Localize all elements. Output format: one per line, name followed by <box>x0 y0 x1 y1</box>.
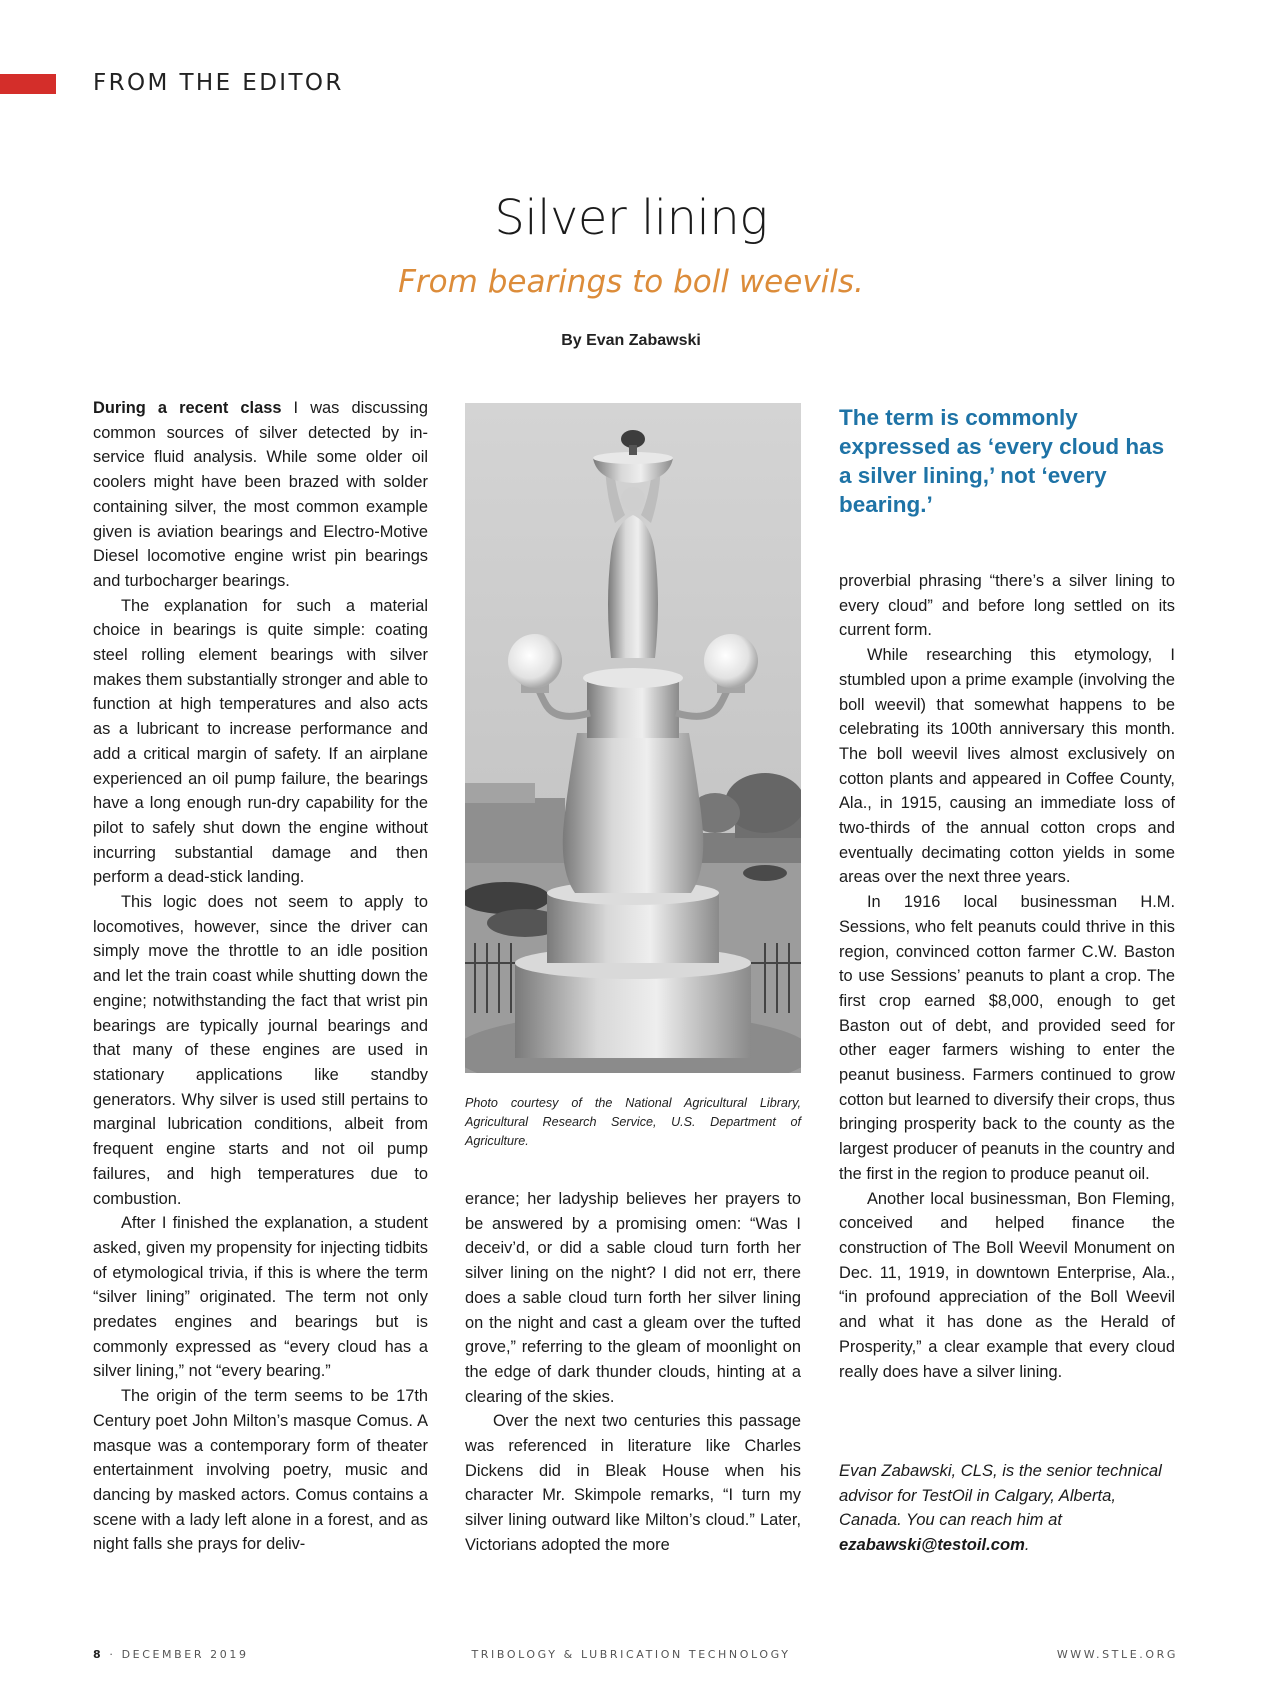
paragraph-text: I was discussing common sources of silver detected by in-service fluid analysis. While some older oil coolers might have been brazed with solder containing silver, the most common example given is aviation bearings and Electro-Motive Diesel locomotive engine wrist pin bearings and turbocharger bearings. <box>93 399 428 590</box>
paragraph: The origin of the term seems to be 17th Century poet John Milton’s masque Comus. A masque was a contemporary form of theater entertainment involving poetry, music and dancing by masked actors. Comus contains a scene with a lady left alone in a forest, and as night falls she prays for deliv- <box>93 1387 428 1554</box>
paragraph: proverbial phrasing “there’s a silver lining to every cloud” and before long settled on its current form. <box>839 572 1175 640</box>
section-label: FROM THE EDITOR <box>93 70 344 96</box>
page-number: 8 <box>93 1648 104 1661</box>
pull-quote: The term is commonly expressed as ‘every cloud has a silver lining,’ not ‘every bearing.’ <box>839 405 1165 517</box>
byline: By Evan Zabawski <box>561 332 701 349</box>
paragraph: The explanation for such a material choice in bearings is quite simple: coating steel rolling element bearings with silver makes them substantially stronger and able to function at high temperatures and also acts as a lubricant to increase performance and add a critical margin of safety. If an airplane experienced an oil pump failure, the bearings have a long enough run-dry capability for the pilot to safely shut down the engine without incurring substantial damage and then perform a dead-stick landing. <box>93 596 428 887</box>
author-email-link[interactable]: ezabawski@testoil.com <box>839 1534 1025 1554</box>
paragraph: Over the next two centuries this passage was referenced in literature like Charles Dickens did in Bleak House when his character Mr. Skimpole remarks, “I turn my silver lining outward like Milton’s cloud.” Later, Victorians adopted the more <box>465 1412 801 1554</box>
author-bio <box>839 1459 1175 1557</box>
section-marker <box>0 74 56 94</box>
issue-date: DECEMBER 2019 <box>121 1648 249 1661</box>
article-subtitle: From bearings to boll weevils. <box>398 264 864 300</box>
paragraph: Another local businessman, Bon Fleming, conceived and helped finance the construction of The Boll Weevil Monument on Dec. 11, 1919, in downtown Enterprise, Ala., “in profound appreciation of the Boll Weevil and what it has done as the Herald of Prosperity,” a clear example that every cloud really does have a silver lining. <box>839 1189 1175 1381</box>
paragraph: This logic does not seem to apply to locomotives, however, since the driver can simply move the throttle to an idle position and let the train coast while shutting down the engine; notwithstanding the fact that wrist pin bearings are typically journal bearings and that many of these engines are used in stationary applications like standby generators. Why silver is used still pertains to marginal lubrication conditions, albeit from frequent engine starts and not oil pump failures, and high temperatures due to combustion. <box>93 893 428 1208</box>
paragraph: After I finished the explanation, a student asked, given my propensity for injecting tidbits of etymological trivia, if this is where the term “silver lining” originated. The term not only predates engines and bearings but is commonly expressed as “every cloud has a silver lining,” not “every bearing.” <box>93 1214 428 1381</box>
bio-period: . <box>1024 1534 1030 1554</box>
article-title: Silver lining <box>494 190 768 246</box>
paragraph: In 1916 local businessman H.M. Sessions, who felt peanuts could thrive in this region, convinced cotton farmer C.W. Baston to use Sessions’ peanuts to plant a crop. The first crop earned $8,000, enough to get Baston out of debt, and provided seed for other eager farmers wishing to enter the peanut business. Farmers continued to grow cotton but learned to diversify their crops, thus bringing prosperity back to the county as the largest producer of peanuts in the country and the first in the region to produce peanut oil. <box>839 893 1175 1183</box>
footer-separator: · <box>109 1648 116 1661</box>
paragraph: erance; her ladyship believes her prayers to be answered by a promising omen: “Was I deceiv’d, or did a sable cloud turn forth her silver lining on the night? I did not err, there does a sable cloud turn forth her silver lining on the night and cast a gleam over the tufted grove,” referring to the gleam of moonlight on the edge of dark thunder clouds, hinting at a clearing of the skies. <box>465 1190 801 1406</box>
lead-in: During a recent class <box>93 399 282 417</box>
author-bio-text: Evan Zabawski, CLS, is the senior technical advisor for TestOil in Calgary, Alberta, Canada. You can reach him at <box>839 1461 1162 1529</box>
article-column-2 <box>465 1187 801 1558</box>
paragraph <box>93 396 428 594</box>
publication-name: TRIBOLOGY & LUBRICATION TECHNOLOGY <box>471 1648 791 1661</box>
article-column-1 <box>93 396 428 1557</box>
photo-caption: Photo courtesy of the National Agricultural Library, Agricultural Research Service, U.S. Department of Agriculture. <box>465 1096 801 1148</box>
paragraph: While researching this etymology, I stumbled upon a prime example (involving the boll weevil) that somewhat happens to be celebrating its 100th anniversary this month. The boll weevil lives almost exclusively on cotton plants and appeared in Coffee County, Ala., in 1915, causing an immediate loss of two-thirds of the annual cotton crops and eventually decimating cotton yields in some areas over the next three years. <box>839 646 1175 887</box>
article-column-3 <box>839 569 1175 1384</box>
website-link[interactable]: WWW.STLE.ORG <box>1056 1648 1178 1661</box>
boll-weevil-monument-photo <box>465 403 801 1073</box>
